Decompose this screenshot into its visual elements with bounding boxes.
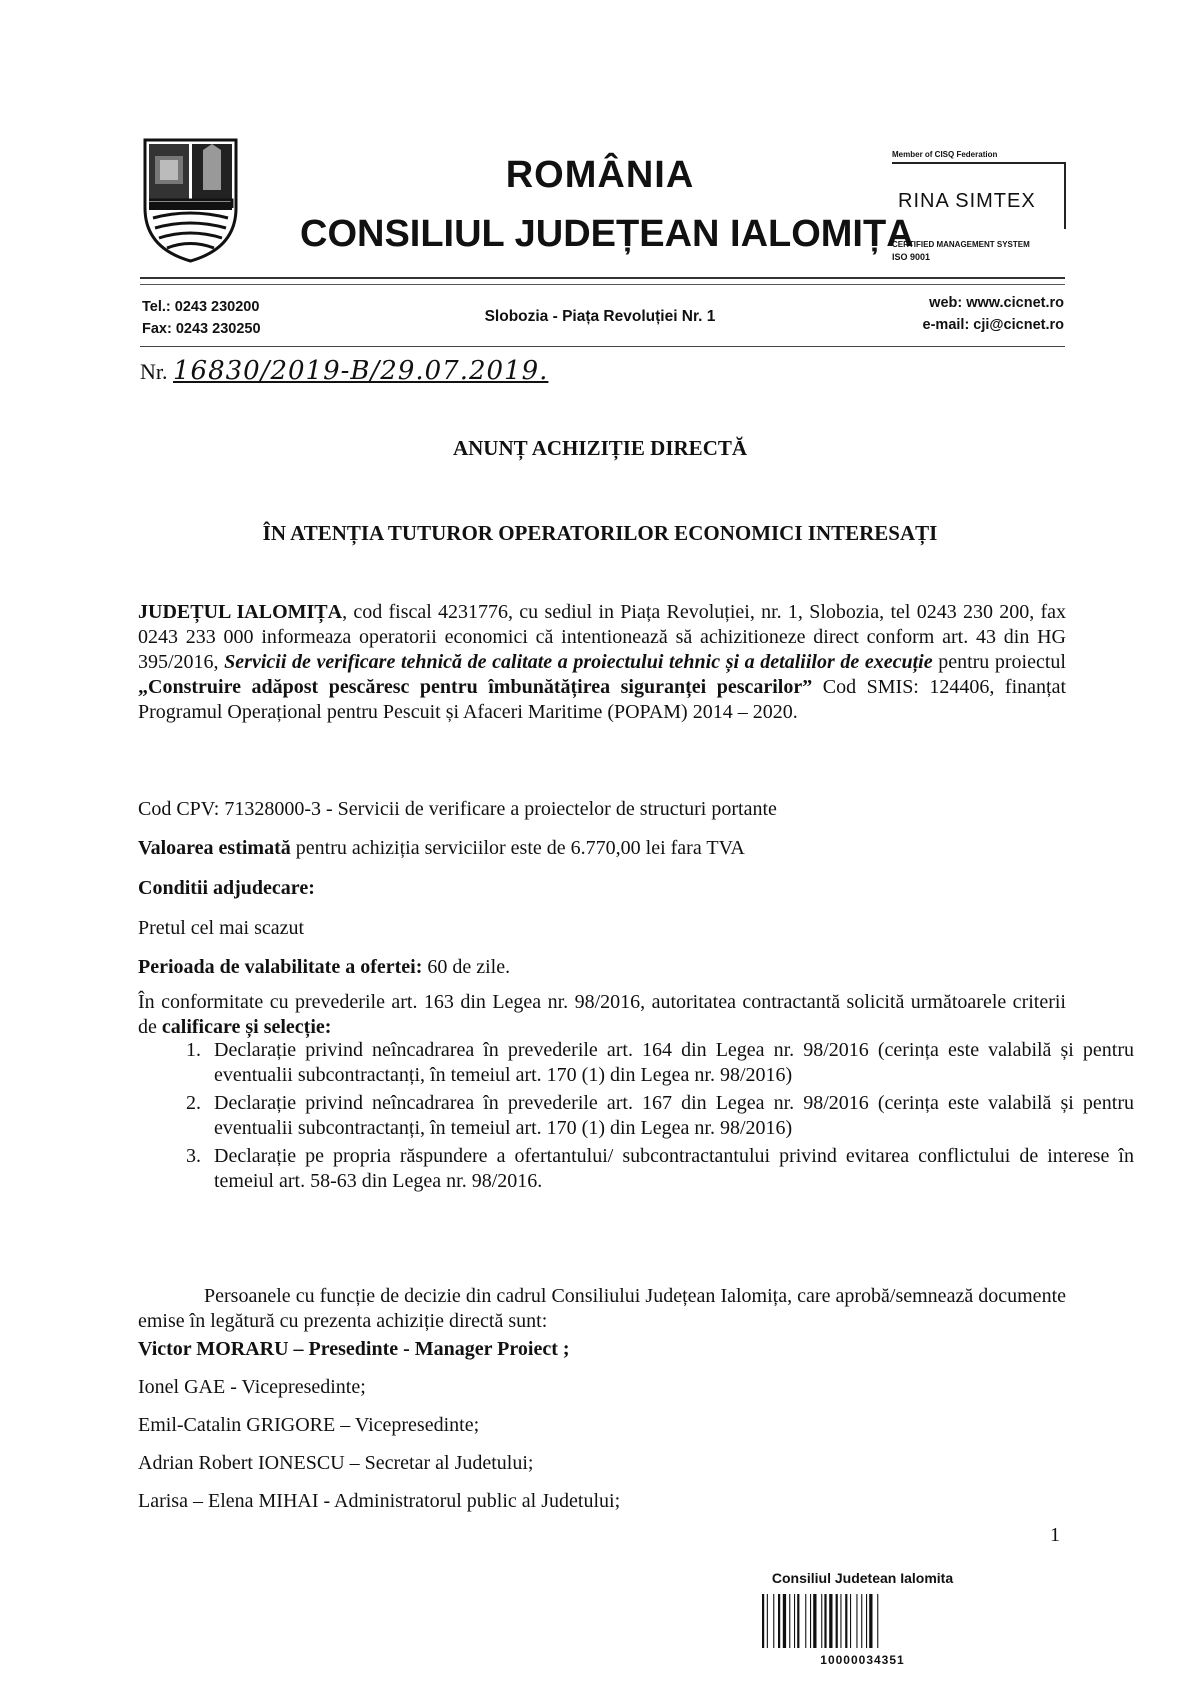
iso-standard-text: ISO 9001 bbox=[892, 252, 931, 262]
intro-entity: JUDEȚUL IALOMIȚA bbox=[138, 601, 343, 623]
intro-paragraph bbox=[138, 600, 1066, 725]
estimated-value-text: pentru achiziția serviciilor este de 6.770,00 lei fara TVA bbox=[290, 837, 745, 859]
certified-system-text: CERTIFIED MANAGEMENT SYSTEM bbox=[892, 240, 1030, 249]
fax-number: Fax: 0243 230250 bbox=[142, 321, 261, 337]
document-subtitle: ÎN ATENȚIA TUTUROR OPERATORILOR ECONOMICI INTERESAȚI bbox=[262, 521, 938, 545]
criteria-item: 1. Declarație privind neîncadrarea în prevederile art. 164 din Legea nr. 98/2016 (cerința este valabilă și pentru eventualii subcontractanți, în temeiul art. 170 (1) din Legea nr. 98/2016) bbox=[206, 1038, 1134, 1088]
criteria-intro: În conformitate cu prevederile art. 163 din Legea nr. 98/2016, autoritatea contractantă solicită următoarele criterii de calificare și selecție: bbox=[138, 991, 1066, 1038]
person-item: Victor MORARU – Presedinte - Manager Proiect ; bbox=[138, 1338, 570, 1360]
certification-badge bbox=[892, 150, 1067, 265]
page-number: 1 bbox=[1050, 1524, 1060, 1546]
barcode-image bbox=[760, 1594, 930, 1648]
address: Slobozia - Piața Revoluției Nr. 1 bbox=[484, 308, 716, 325]
person-item: Ionel GAE - Vicepresedinte; bbox=[138, 1376, 366, 1398]
document-title: ANUNȚ ACHIZIȚIE DIRECTĂ bbox=[452, 436, 748, 460]
criteria-item: 2. Declarație privind neîncadrarea în prevederile art. 167 din Legea nr. 98/2016 (cerința este valabilă și pentru eventualii subcontractanți, în temeiul art. 170 (1) din Legea nr. 98/2016) bbox=[206, 1091, 1134, 1141]
barcode-label bbox=[760, 1570, 965, 1680]
intro-text-3: Cod SMIS: 124406, finanțat Programul Operațional pentru Pescuit și Afaceri Maritime (POPAM) 2014 – 2020. bbox=[138, 676, 1066, 723]
barcode-number: 10000034351 bbox=[820, 1653, 905, 1667]
criteria-list bbox=[138, 1038, 1134, 1197]
person-item: Adrian Robert IONESCU – Secretar al Judetului; bbox=[138, 1452, 534, 1474]
handwritten-registration: 16830/2019-B/29.07.2019. bbox=[173, 356, 549, 386]
criteria-item: 3. Declarație pe propria răspundere a ofertantului/ subcontractantului privind evitarea conflictului de interese în temeiul art. 58-63 din Legea nr. 98/2016. bbox=[206, 1144, 1134, 1194]
person-item: Larisa – Elena MIHAI - Administratorul public al Judetului; bbox=[138, 1490, 621, 1512]
phone-number: Tel.: 0243 230200 bbox=[142, 299, 260, 315]
cpv-code: Cod CPV: 71328000-3 - Servicii de verificare a proiectelor de structuri portante bbox=[138, 798, 777, 820]
intro-service: Servicii de verificare tehnică de calitate a proiectului tehnic și a detaliilor de execuție bbox=[224, 651, 933, 673]
persons-intro: Persoanele cu funcție de decizie din cadrul Consiliului Județean Ialomița, care aprobă/semnează documente emise în legătură cu prezenta achiziție directă sunt: bbox=[138, 1285, 1066, 1332]
barcode-title: Consiliul Judetean Ialomita bbox=[771, 1570, 954, 1586]
rina-simtex-logo: RINA SIMTEX bbox=[898, 190, 1036, 212]
intro-text-1: , cod fiscal 4231776, cu sediul in Piața Revoluției, nr. 1, Slobozia, tel 0243 230 200, fax 0243 233 000 informeaza operatorii economici că intentionează să achizitioneze direct conform art. 43 din HG 395/2016, bbox=[138, 601, 1067, 673]
institution-title: CONSILIUL JUDEȚEAN IALOMIȚA bbox=[300, 213, 914, 255]
registration-number bbox=[140, 356, 548, 386]
intro-text-2: pentru proiectul bbox=[932, 651, 1066, 673]
validity-label: Perioada de valabilitate a ofertei: bbox=[138, 956, 423, 978]
criteria-intro-bold: calificare și selecție: bbox=[161, 1016, 332, 1038]
registration-prefix: Nr. bbox=[140, 359, 168, 384]
estimated-value bbox=[138, 836, 1066, 861]
estimated-value-label: Valoarea estimată bbox=[138, 837, 291, 859]
validity-text: 60 de zile. bbox=[422, 956, 511, 978]
country-title: ROMÂNIA bbox=[505, 154, 695, 196]
validity-period bbox=[138, 955, 1066, 980]
person-item: Emil-Catalin GRIGORE – Vicepresedinte; bbox=[138, 1414, 480, 1436]
email: e-mail: cji@cicnet.ro bbox=[922, 317, 1064, 333]
website: web: www.cicnet.ro bbox=[929, 295, 1064, 311]
web-email-block bbox=[923, 292, 1064, 336]
intro-project: „Construire adăpost pescăresc pentru îmbunătățirea siguranței pescarilor” bbox=[138, 676, 813, 698]
conditions-label: Conditii adjudecare: bbox=[138, 877, 315, 899]
header-divider bbox=[140, 277, 1065, 285]
conditions-text: Pretul cel mai scazut bbox=[138, 917, 305, 939]
cisq-member-text: Member of CISQ Federation bbox=[892, 150, 998, 159]
contact-divider bbox=[140, 346, 1065, 347]
